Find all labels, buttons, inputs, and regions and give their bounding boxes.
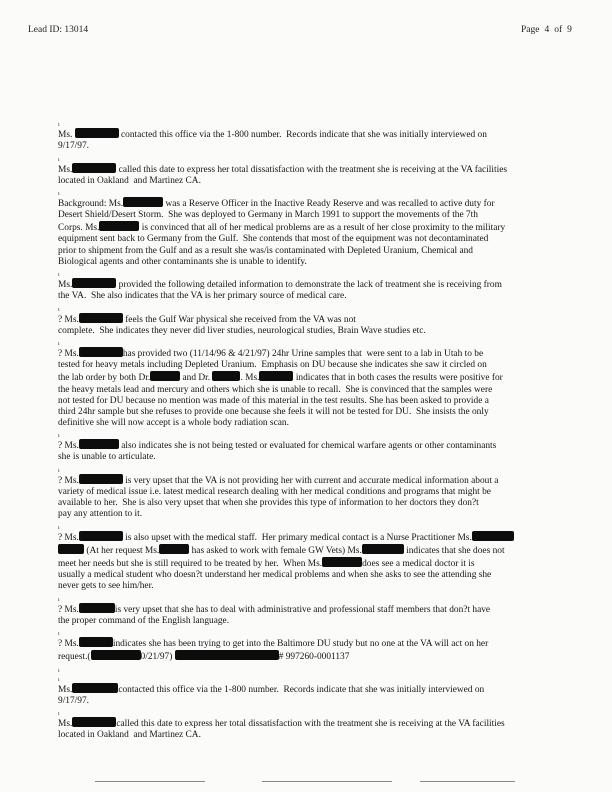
redaction bbox=[91, 650, 141, 660]
margin-mark: ı bbox=[58, 156, 60, 163]
redaction bbox=[123, 197, 163, 207]
page-num: 4 bbox=[544, 25, 550, 35]
document-body bbox=[58, 119, 588, 746]
redaction bbox=[79, 531, 123, 541]
margin-mark: ı bbox=[58, 122, 60, 128]
margin-mark: ı bbox=[58, 524, 60, 531]
paragraph-6: ? Ms. has provided two (11/14/96 & 4/21/97) 24hr Urine samples that were sent to a lab in Utah to be tested for heavy metals including Depleted Uranium. Emphasis on DU because she indicates she saw it circled on the lab order by both Dr. and Dr. . Ms. indicates that in both cases the results were positive for the heavy metals lead and mercury and others which she is unable to recall. She is convinced that the samples were not tested for DU because no mention was made of this material in the test results. She has been asked to provide a third 24hr sample but she refuses to provide one because she feels it will not be tested for DU. She insists the only definitive she will now accept is a whole body radiation scan. bbox=[58, 349, 503, 428]
paragraph-1: Ms. contacted this office via the 1-800 number. Records indicate that she was initially interviewed on 9/17/97. bbox=[58, 130, 487, 152]
redaction bbox=[72, 278, 116, 288]
redaction bbox=[322, 557, 362, 567]
redaction bbox=[175, 650, 279, 660]
redaction bbox=[58, 544, 84, 554]
redaction bbox=[79, 474, 123, 484]
redaction bbox=[75, 128, 119, 138]
margin-mark: ı bbox=[58, 676, 60, 683]
paragraph-8: ? Ms. is very upset that the VA is not providing her with current and accurate medical information about a variety of medical issue i.e. latest medical research dealing with her medical conditions and programs that might be available to her. She is also very upset that when she provides this type of information to her doctors they don?t pay any attention to it. bbox=[58, 475, 499, 520]
page-word: Page bbox=[521, 25, 540, 35]
margin-mark: ı bbox=[58, 631, 60, 638]
paragraph-3: Background: Ms. was a Reserve Officer in the Inactive Ready Reserve and was recalled to active duty for Desert Shield/Desert Storm. She was deployed to Germany in March 1991 to support the movements of the 7th Corps. Ms. is convinced that all of her medical problems are as a result of her close proximity to the military equipment sent back to Germany from the Gulf. She contends that most of the equipment was not decontaminated prior to shipment from the Gulf and as a result she was/is contaminated with Depleted Uranium, Chemical and Biological agents and other contaminants she is unable to identify. bbox=[58, 199, 506, 267]
margin-mark: ı bbox=[58, 467, 60, 474]
redaction bbox=[72, 717, 116, 727]
redaction bbox=[79, 603, 115, 613]
redaction bbox=[362, 544, 404, 554]
margin-mark: ı bbox=[58, 272, 60, 279]
paragraph-4: Ms. provided the following detailed information to demonstrate the lack of treatment she is receiving from the VA. She also indicates that the VA is her primary source of medical care. bbox=[58, 280, 502, 302]
margin-mark: ı bbox=[58, 306, 60, 313]
margin-mark: ı bbox=[58, 341, 60, 348]
paragraph-7: ? Ms. also indicates she is not being tested or evaluated for chemical warfare agents or other contaminants she is unable to articulate. bbox=[58, 441, 497, 463]
margin-mark: ı bbox=[58, 667, 60, 674]
paragraph-13: Ms. called this date to express her total dissatisfaction with the treatment she is receiving at the VA facilities located in Oakland and Martinez CA. bbox=[58, 719, 505, 741]
margin-mark: ı bbox=[58, 596, 60, 603]
margin-mark: ı bbox=[58, 433, 60, 440]
margin-mark: ı bbox=[58, 711, 60, 718]
redaction bbox=[79, 439, 119, 449]
redaction bbox=[212, 371, 240, 381]
redaction bbox=[472, 531, 514, 541]
paragraph-5: ? Ms. feels the Gulf War physical she received from the VA was not complete. She indicates they never did liver studies, neurological studies, Brain Wave studies etc. bbox=[58, 314, 426, 336]
page-number bbox=[521, 25, 577, 35]
redaction bbox=[79, 347, 123, 357]
redaction bbox=[72, 163, 116, 173]
footer-rule bbox=[262, 781, 392, 782]
footer-rule bbox=[95, 781, 205, 782]
redaction bbox=[79, 313, 123, 323]
paragraph-10: ? Ms. is very upset that she has to deal with administrative and professional staff members that don?t have the proper command of the English language. bbox=[58, 604, 491, 626]
of-word: of bbox=[554, 25, 563, 35]
redaction bbox=[150, 371, 180, 381]
paragraph-11: ? Ms. indicates she has been trying to get into the Baltimore DU study but no one at the VA will act on her request.( 0/21/97) # 997260-0001137 bbox=[58, 639, 489, 663]
footer-rule bbox=[420, 781, 515, 782]
margin-mark: ı bbox=[58, 191, 60, 198]
redaction bbox=[159, 544, 189, 554]
paragraph-2: Ms. called this date to express her total dissatisfaction with the treatment she is receiving at the VA facilities located in Oakland and Martinez CA. bbox=[58, 164, 508, 186]
redaction bbox=[72, 683, 118, 693]
page-total: 9 bbox=[567, 25, 572, 35]
redaction bbox=[79, 637, 113, 647]
redaction bbox=[99, 221, 139, 231]
paragraph-9: ? Ms. is also upset with the medical staff. Her primary medical contact is a Nurse Practitioner Ms. (At her request Ms. has asked to work with female GW Vets) Ms. indicates that she does not meet her needs but she is still required to be treated by her. When Ms. does see a medical doctor it is usually a medical student who doesn?t understand her medical problems and when she asks to see the attending she never gets to see him/her. bbox=[58, 531, 588, 592]
lead-id: Lead ID: 13014 bbox=[28, 25, 89, 35]
paragraph-12: Ms. contacted this office via the 1-800 number. Records indicate that she was initially interviewed on 9/17/97. bbox=[58, 684, 485, 706]
redaction bbox=[259, 371, 293, 381]
